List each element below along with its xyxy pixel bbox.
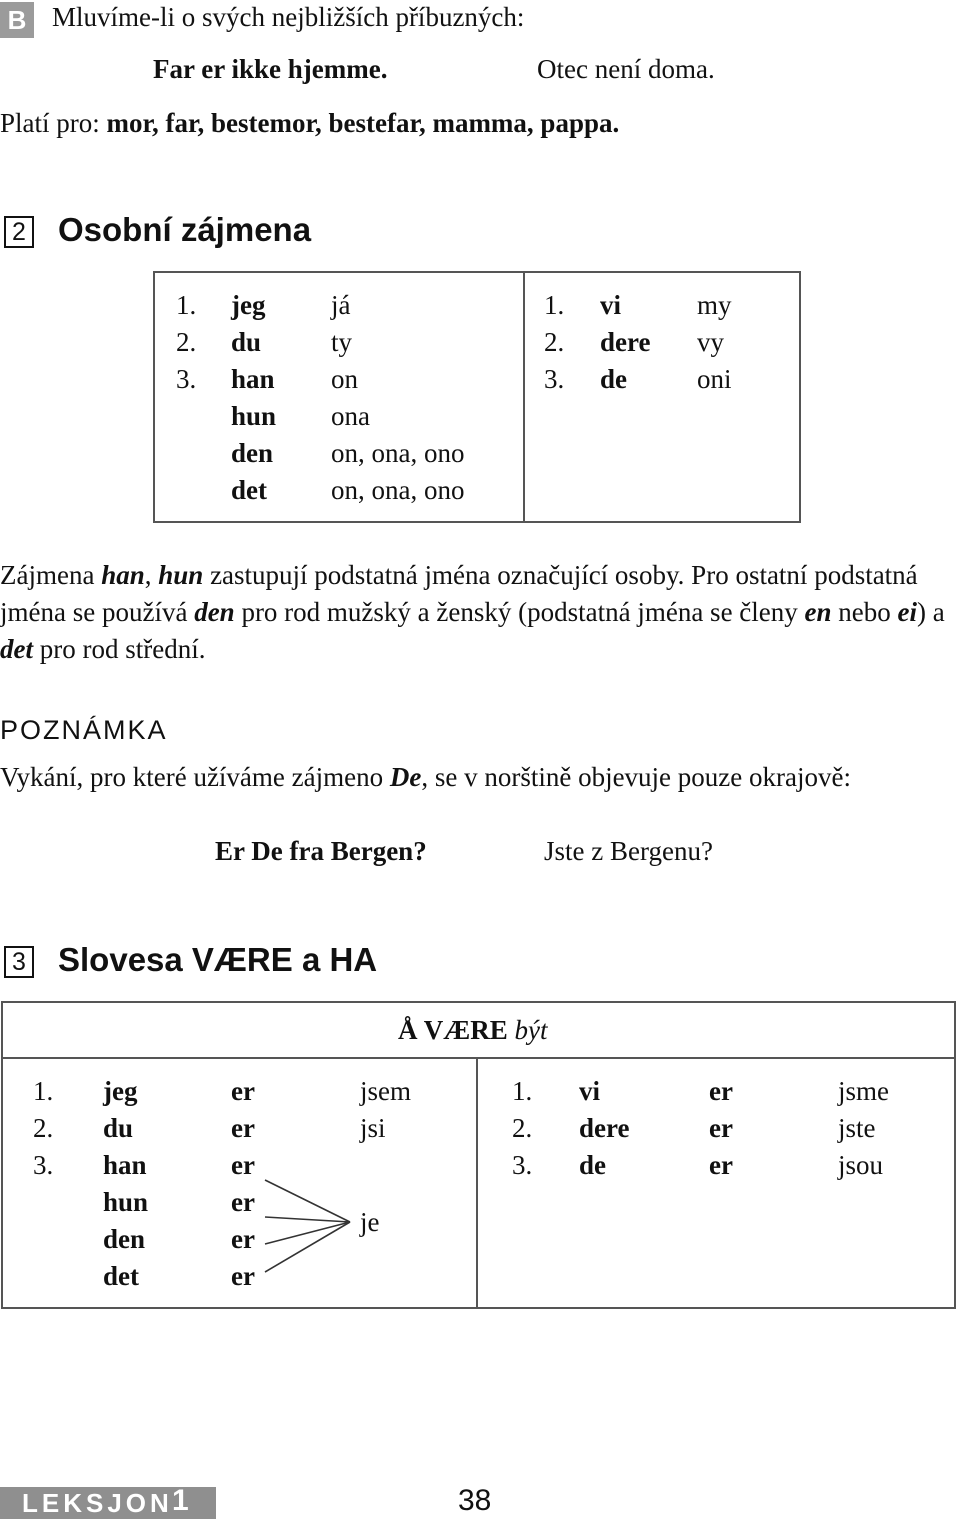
verb-pronoun: dere — [579, 1113, 630, 1143]
pronoun-no: dere — [600, 327, 651, 357]
pronoun-cz: on — [331, 364, 358, 394]
page-number: 38 — [458, 1484, 492, 1517]
pronoun-no: jeg — [231, 290, 266, 320]
keyword-en: en — [804, 597, 832, 627]
pronoun-cz: on, ona, ono — [331, 475, 465, 505]
verb-num: 2. — [512, 1113, 533, 1143]
pronoun-no: det — [231, 475, 267, 505]
pronoun-num: 1. — [544, 290, 565, 320]
note-example-czech: Jste z Bergenu? — [544, 836, 713, 866]
pronoun-cz: my — [697, 290, 732, 320]
section-number-3: 3 — [4, 946, 34, 978]
pronoun-num: 2. — [544, 327, 565, 357]
pronoun-num: 1. — [176, 290, 197, 320]
pronoun-no: vi — [600, 290, 622, 320]
verb-pronoun: den — [103, 1224, 146, 1254]
verb-num: 1. — [33, 1076, 54, 1106]
verb-cz-third-person: je — [360, 1207, 380, 1237]
verb-num: 3. — [33, 1150, 54, 1180]
footer-lesson-label: LEKSJON — [22, 1488, 173, 1518]
pronoun-cz: on, ona, ono — [331, 438, 465, 468]
verb-form: er — [231, 1261, 255, 1291]
verb-pronoun: de — [579, 1150, 606, 1180]
keyword-de: De — [389, 762, 422, 792]
section-intro: Mluvíme-li o svých nejbližších příbuzných: — [52, 2, 525, 32]
note-example-norwegian: Er De fra Bergen? — [215, 836, 427, 866]
verb-pronoun: vi — [579, 1076, 601, 1106]
verb-form: er — [231, 1150, 255, 1180]
section-tag: B — [0, 2, 34, 38]
verb-num: 2. — [33, 1113, 54, 1143]
verb-form: er — [231, 1076, 255, 1106]
verb-cz: jsou — [838, 1150, 884, 1180]
verb-form: er — [709, 1113, 733, 1143]
keyword-det: det — [0, 634, 33, 664]
verb-pronoun: hun — [103, 1187, 149, 1217]
verb-pronoun: han — [103, 1150, 147, 1180]
pronoun-cz: ty — [331, 327, 353, 357]
pronoun-cz: já — [331, 290, 351, 320]
pronoun-no: den — [231, 438, 274, 468]
section-number-2: 2 — [4, 216, 34, 248]
pronoun-num: 3. — [544, 364, 565, 394]
pronoun-cz: ona — [331, 401, 370, 431]
note-text: Vykání, pro které užíváme zájmeno De, se v norštině objevuje pouze okrajově: — [0, 762, 851, 792]
applies-words: mor, far, bestemor, bestefar, mamma, pappa. — [106, 108, 620, 138]
section-title-pronouns: Osobní zájmena — [58, 211, 312, 248]
verb-num: 3. — [512, 1150, 533, 1180]
example-czech: Otec není doma. — [537, 54, 715, 84]
verb-cz: jste — [838, 1113, 876, 1143]
verb-table-header-divider — [1, 1057, 956, 1059]
verb-form: er — [231, 1224, 255, 1254]
verb-table-column-divider — [476, 1057, 478, 1309]
applies-label: Platí pro: — [0, 108, 100, 138]
verb-cz: jsme — [838, 1076, 889, 1106]
pronoun-num: 2. — [176, 327, 197, 357]
pronoun-cz: oni — [697, 364, 732, 394]
pronoun-no: han — [231, 364, 275, 394]
keyword-hun: hun — [158, 560, 204, 590]
note-label: POZNÁMKA — [0, 715, 168, 745]
verb-pronoun: det — [103, 1261, 139, 1291]
pronoun-no: hun — [231, 401, 277, 431]
pronoun-explanation: Zájmena han, hun zastupují podstatná jména označující osoby. Pro ostatní podstatná jména se používá den pro rod mužský a ženský (podstatná jména se členy en nebo ei) a det pro rod střední. — [0, 560, 945, 664]
verb-form: er — [709, 1076, 733, 1106]
verb-form: er — [231, 1187, 255, 1217]
pronoun-no: de — [600, 364, 627, 394]
verb-pronoun: jeg — [103, 1076, 138, 1106]
verb-form: er — [231, 1113, 255, 1143]
footer-lesson-number: 1 — [172, 1484, 189, 1517]
verb-pronoun: du — [103, 1113, 134, 1143]
pronoun-no: du — [231, 327, 262, 357]
table-divider — [523, 271, 525, 523]
example-norwegian: Far er ikke hjemme. — [153, 54, 388, 84]
verb-cz: jsi — [360, 1113, 386, 1143]
keyword-han: han — [101, 560, 145, 590]
verb-table-title: Å VÆRE být — [398, 1015, 548, 1045]
pronoun-cz: vy — [697, 327, 724, 357]
convergence-lines — [260, 1160, 360, 1280]
keyword-ei: ei — [897, 597, 918, 627]
applies-line — [0, 106, 619, 140]
verb-num: 1. — [512, 1076, 533, 1106]
keyword-den: den — [194, 597, 235, 627]
section-title-verbs: Slovesa VÆRE a HA — [58, 941, 378, 978]
verb-form: er — [709, 1150, 733, 1180]
verb-cz: jsem — [360, 1076, 411, 1106]
pronoun-num: 3. — [176, 364, 197, 394]
